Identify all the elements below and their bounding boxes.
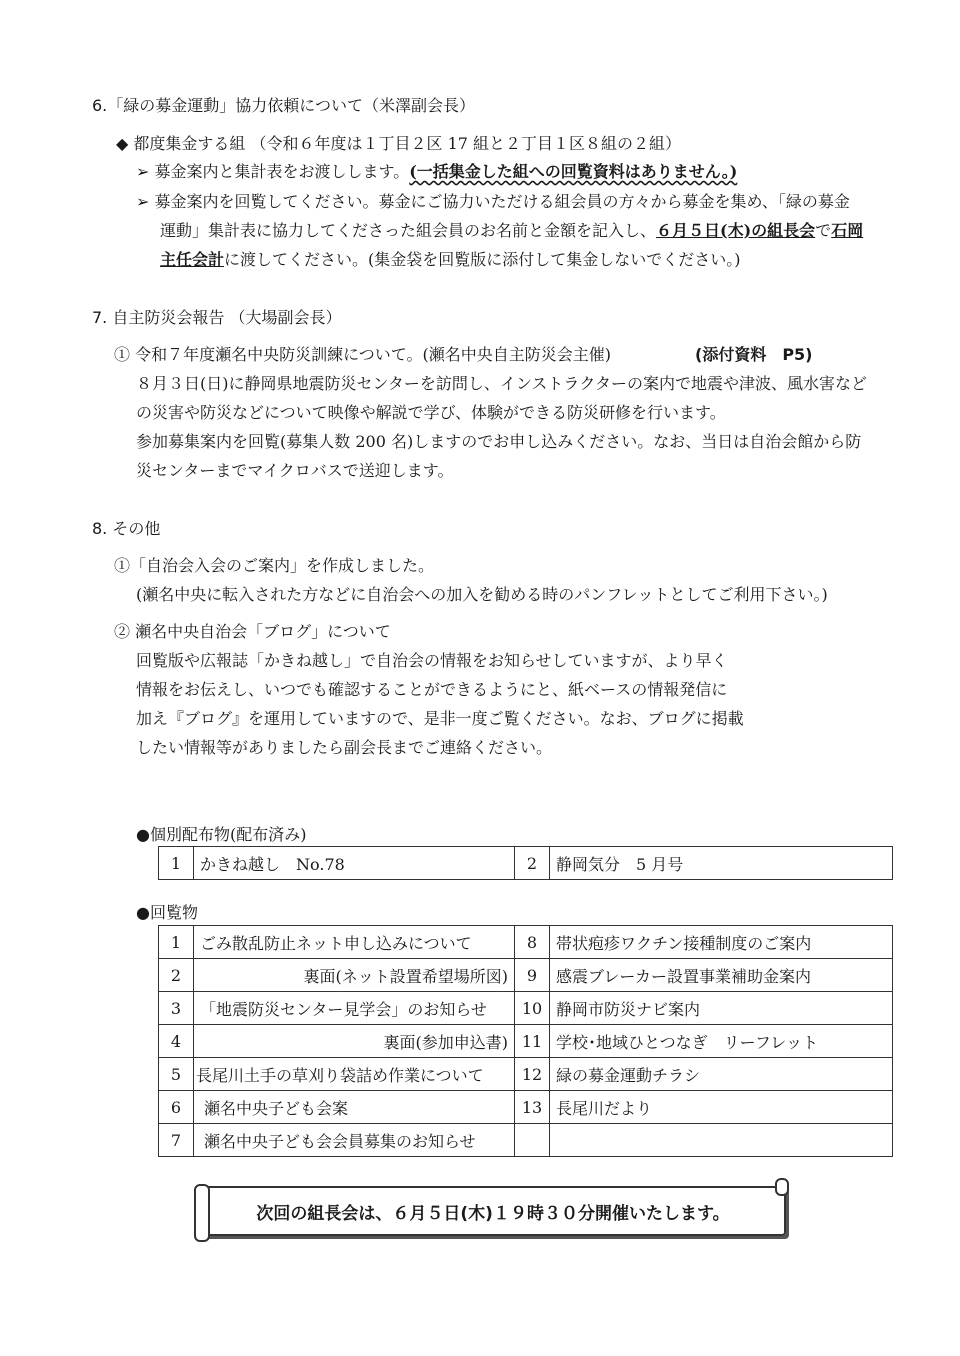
table-row xyxy=(159,926,893,959)
section-8-item-1: ①「自治会入会のご案内」を作成しました。 xyxy=(114,556,435,575)
section-7-item-1: ① 令和７年度瀬名中央防災訓練について。(瀬名中央自主防災会主催) xyxy=(114,345,611,364)
section-8-item-1-note: (瀬名中央に転入された方などに自治会への加入を勧める時のパンフレットとしてご利用下さい。) xyxy=(136,585,828,604)
section-7-heading: 7. 自主防災会報告 （大場副会長） xyxy=(92,308,342,327)
bullet-2-connector: で xyxy=(815,221,832,240)
item-number: 1 xyxy=(159,847,194,880)
scroll-curl-left xyxy=(194,1184,210,1242)
item-title: 感震ブレーカー設置事業補助金案内 xyxy=(550,959,893,992)
section-8-item-2-line-1: 回覧版や広報誌「かきね越し」で自治会の情報をお知らせしていますが、より早く xyxy=(136,651,728,670)
section-6-bullet-2-line-1: ➢ 募金案内を回覧してください。募金にご協力いただける組会員の方々から募金を集め、「緑の募金 xyxy=(136,192,850,211)
item-title: かきね越し No.78 xyxy=(194,847,515,880)
next-meeting-text: 次回の組長会は、６月５日(木)１９時３０分開催いたします。 xyxy=(256,1203,730,1224)
item-title: ごみ散乱防止ネット申し込みについて xyxy=(194,926,515,959)
section-6-heading: 6.「緑の募金運動」協力依頼について（米澤副会長） xyxy=(92,96,475,115)
treasurer-title: 主任会計 xyxy=(160,250,225,269)
section-8-item-2-line-2: 情報をお伝えし、いつでも確認することができるようにと、紙ベースの情報発信に xyxy=(136,680,728,699)
attachment-reference: (添付資料 P5) xyxy=(695,345,813,364)
item-number: 8 xyxy=(515,926,550,959)
section-6-bullet-2-line-2 xyxy=(160,218,863,241)
table-row xyxy=(159,1025,893,1058)
section-7-line-2: の災害や防災などについて映像や解説で学び、体験ができる防災研修を行います。 xyxy=(136,403,726,422)
bullet-2-text: 運動」集計表に協力してくださった組会員のお名前と金額を記入し、 xyxy=(160,221,657,240)
item-title: 長尾川だより xyxy=(550,1091,893,1124)
section-8-item-2-line-4: したい情報等がありましたら副会長までご連絡ください。 xyxy=(136,738,553,757)
section-8-item-2: ② 瀬名中央自治会「ブログ」について xyxy=(114,622,391,641)
item-title: 学校･地域ひとつなぎ リーフレット xyxy=(550,1025,893,1058)
item-number: 4 xyxy=(159,1025,194,1058)
treasurer-name: 石岡 xyxy=(831,221,864,240)
item-number: 13 xyxy=(515,1091,550,1124)
item-title: 「地震防災センター見学会」のお知らせ xyxy=(194,992,515,1025)
section-6-bullet-1 xyxy=(136,159,737,182)
table-row xyxy=(159,1124,893,1157)
table-row xyxy=(159,847,893,880)
table-row xyxy=(159,992,893,1025)
item-number: 6 xyxy=(159,1091,194,1124)
table-row xyxy=(159,959,893,992)
section-7-line-4: 災センターまでマイクロバスで送迎します。 xyxy=(136,461,454,480)
item-number: 2 xyxy=(159,959,194,992)
item-number: 9 xyxy=(515,959,550,992)
section-6-bullet-2-line-3 xyxy=(160,247,741,270)
item-number: 5 xyxy=(159,1058,194,1091)
item-title xyxy=(550,1124,893,1157)
item-title: 裏面(ネット設置希望場所図) xyxy=(194,959,515,992)
section-7-line-1: ８月３日(日)に静岡県地震防災センターを訪問し、インストラクターの案内で地震や津波、風水害など xyxy=(136,374,868,393)
circulated-table xyxy=(158,925,893,1157)
item-number: 11 xyxy=(515,1025,550,1058)
table-row xyxy=(159,1091,893,1124)
bullet-2-rest: に渡してください。(集金袋を回覧版に添付して集金しないでください。) xyxy=(224,250,741,269)
item-number: 3 xyxy=(159,992,194,1025)
section-8-heading: 8. その他 xyxy=(92,519,161,538)
item-number: 12 xyxy=(515,1058,550,1091)
table-row xyxy=(159,1058,893,1091)
item-title: 緑の募金運動チラシ xyxy=(550,1058,893,1091)
item-number xyxy=(515,1124,550,1157)
section-8-item-2-line-3: 加え『ブログ』を運用していますので、是非一度ご覧ください。なお、ブログに掲載 xyxy=(136,709,744,728)
next-meeting-banner xyxy=(200,1186,786,1236)
item-title: 帯状疱疹ワクチン接種制度のご案内 xyxy=(550,926,893,959)
bullet-1-emphasis: (一括集金した組への回覧資料はありません。) xyxy=(409,162,738,181)
scroll-curl-right xyxy=(775,1178,789,1196)
item-title: 長尾川土手の草刈り袋詰め作業について xyxy=(194,1058,515,1091)
section-7-line-3: 参加募集案内を回覧(募集人数 200 名)しますのでお申し込みください。なお、当日は自治会館から防 xyxy=(136,432,862,451)
item-number: 10 xyxy=(515,992,550,1025)
distributed-label: ●個別配布物(配布済み) xyxy=(136,825,307,844)
item-number: 7 xyxy=(159,1124,194,1157)
item-title: 瀬名中央子ども会案 xyxy=(194,1091,515,1124)
item-title: 裏面(参加申込書) xyxy=(194,1025,515,1058)
bullet-1-text: ➢ 募金案内と集計表をお渡しします。 xyxy=(136,162,410,181)
item-number: 1 xyxy=(159,926,194,959)
item-title: 瀬名中央子ども会会員募集のお知らせ xyxy=(194,1124,515,1157)
meeting-date: ６月５日(木)の組長会 xyxy=(656,221,816,240)
section-6-subheading: ◆ 都度集金する組 （令和６年度は１丁目２区 17 組と２丁目１区８組の２組） xyxy=(116,134,682,153)
item-number: 2 xyxy=(515,847,550,880)
distributed-table xyxy=(158,846,893,880)
item-title: 静岡市防災ナビ案内 xyxy=(550,992,893,1025)
item-title: 静岡気分 5 月号 xyxy=(550,847,893,880)
circulated-label: ●回覧物 xyxy=(136,903,198,922)
